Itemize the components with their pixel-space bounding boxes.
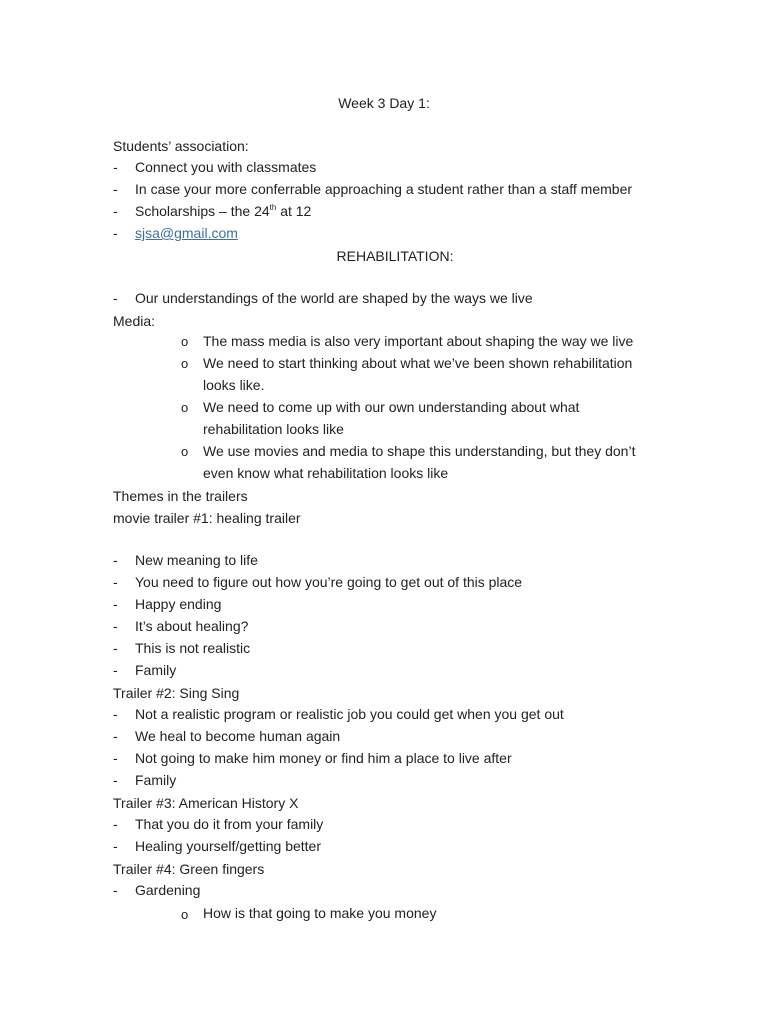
trailer4-heading: Trailer #4: Green fingers [113,861,265,877]
circle-marker: o [181,444,189,459]
list-item-text: Family [135,662,177,678]
list-item-text: It’s about healing? [135,618,249,634]
list-item-text: Family [135,772,177,788]
document-title: Week 3 Day 1: [338,95,430,111]
dash-marker: - [113,838,118,854]
list-item-text: We heal to become human again [135,728,341,744]
dash-marker: - [113,816,118,832]
list-item-text: We need to start thinking about what we’ve been shown rehabilitation [203,355,633,371]
list-item-text: We need to come up with our own understanding about what [203,399,580,415]
list-item-text: Gardening [135,882,201,898]
list-item-text: In case your more conferrable approaching a student rather than a staff member [135,181,633,197]
dash-marker: - [113,618,118,634]
list-item-text: Not going to make him money or find him a place to live after [135,750,512,766]
list-item-text-continued: even know what rehabilitation looks like [203,465,449,481]
list-item-text: How is that going to make you money [203,905,437,921]
dash-marker: - [113,882,118,898]
dash-marker: - [113,772,118,788]
list-item-text: The mass media is also very important about shaping the way we live [203,333,634,349]
dash-marker: - [113,706,118,722]
trailer3-heading: Trailer #3: American History X [113,795,299,811]
list-item-text-continued: rehabilitation looks like [203,421,344,437]
circle-marker: o [181,907,189,922]
list-item-text: Happy ending [135,596,222,612]
scholarship-superscript: th [269,203,277,212]
circle-marker: o [181,356,189,371]
list-item-text: Not a realistic program or realistic job you could get when you get out [135,706,564,722]
list-item-text: You need to figure out how you’re going to get out of this place [135,574,523,590]
trailer2-heading: Trailer #2: Sing Sing [113,685,240,701]
dash-marker: - [113,290,118,306]
students-association-heading: Students’ association: [113,138,249,154]
scholarship-text [135,203,311,219]
themes-heading: Themes in the trailers [113,488,248,504]
dash-marker: - [113,552,118,568]
dash-marker: - [113,181,118,197]
list-item-text: New meaning to life [135,552,258,568]
circle-marker: o [181,400,189,415]
list-item-text: This is not realistic [135,640,251,656]
list-item-text: Connect you with classmates [135,159,317,175]
email-link[interactable]: sjsa@gmail.com [135,225,238,241]
dash-marker: - [113,640,118,656]
dash-marker: - [113,728,118,744]
dash-marker: - [113,225,118,241]
scholarship-before: Scholarships – the 24 [135,203,270,219]
dash-marker: - [113,596,118,612]
dash-marker: - [113,662,118,678]
scholarship-after: at 12 [276,203,312,219]
media-heading: Media: [113,313,156,329]
list-item-text: Healing yourself/getting better [135,838,321,854]
circle-marker: o [181,334,189,349]
trailer1-heading: movie trailer #1: healing trailer [113,510,301,526]
list-item-text: We use movies and media to shape this understanding, but they don’t [203,443,636,459]
dash-marker: - [113,203,118,219]
rehabilitation-heading: REHABILITATION: [336,248,454,264]
dash-marker: - [113,750,118,766]
list-item-text: Our understandings of the world are shaped by the ways we live [135,290,533,306]
dash-marker: - [113,574,118,590]
list-item-text: That you do it from your family [135,816,324,832]
dash-marker: - [113,159,118,175]
list-item-text-continued: looks like. [203,377,265,393]
